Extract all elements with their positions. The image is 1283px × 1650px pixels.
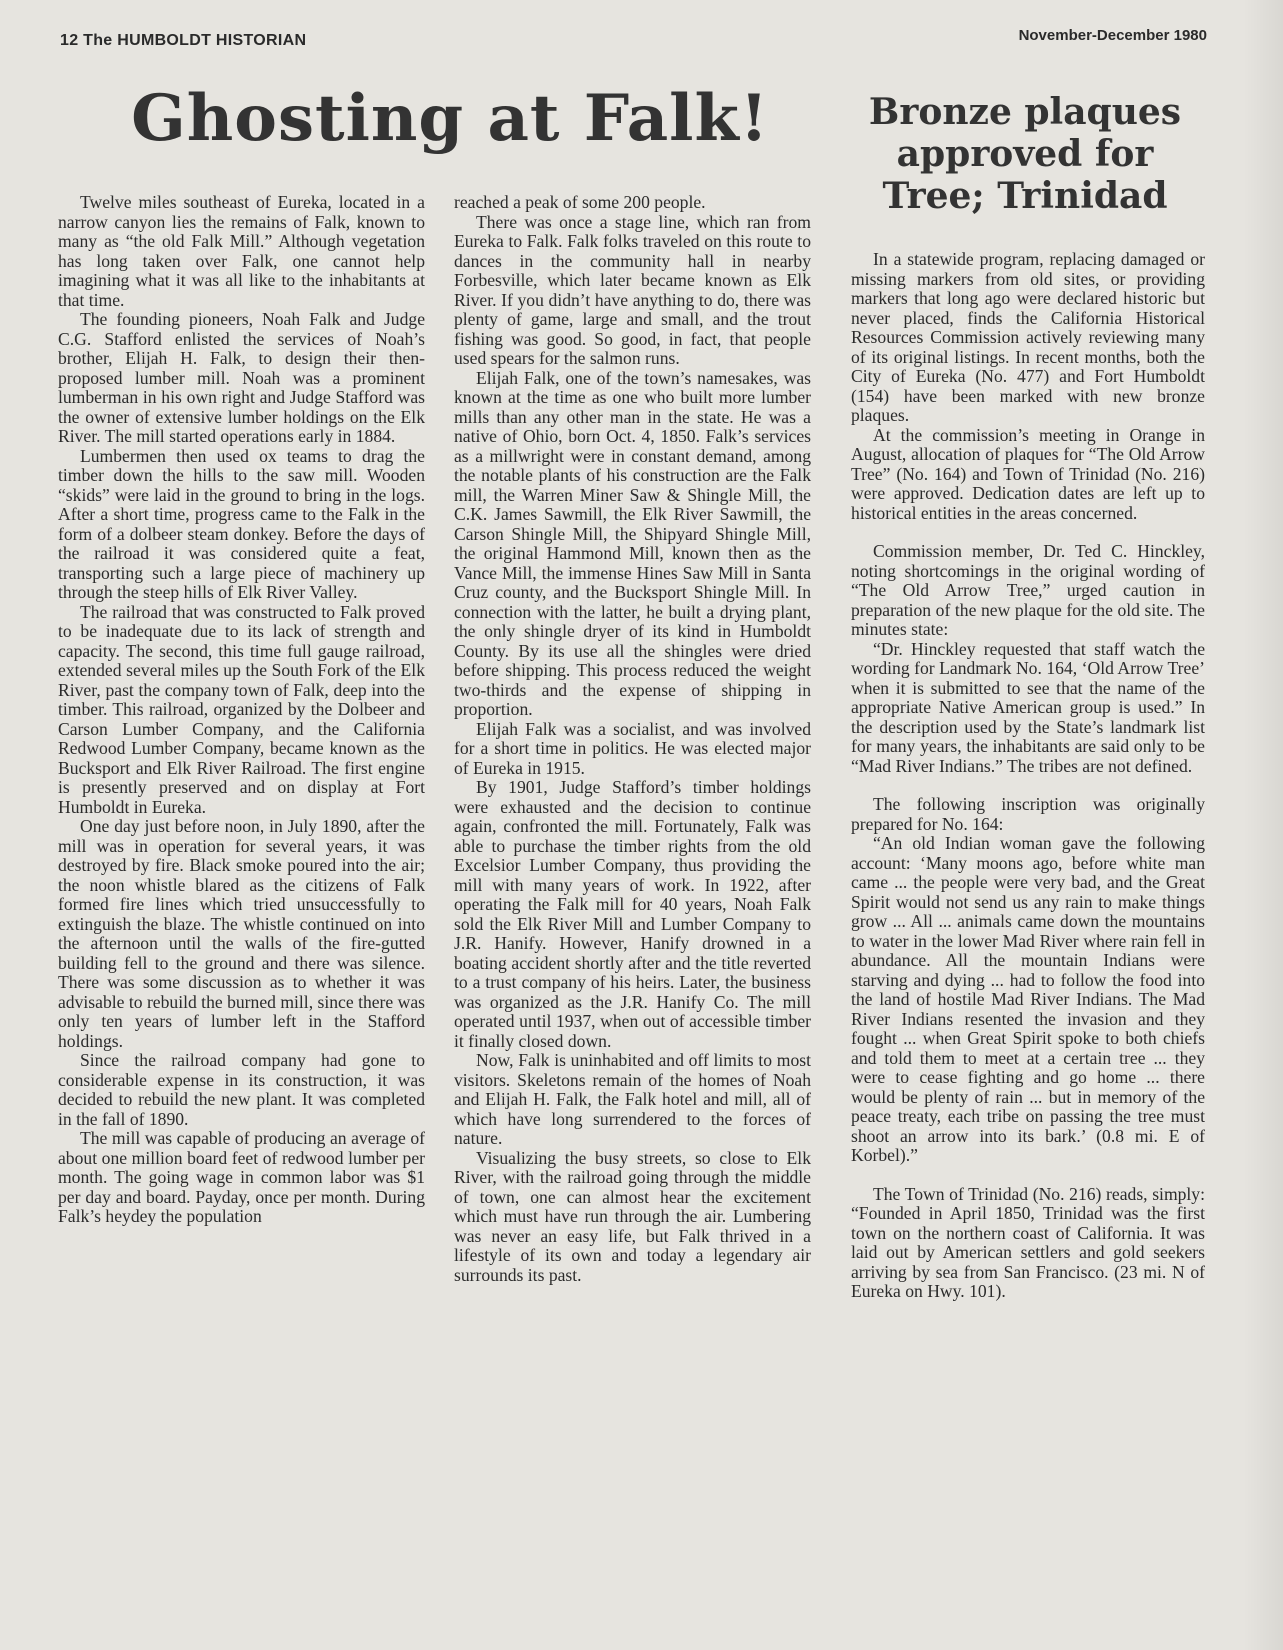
paragraph: The railroad that was constructed to Falk proved to be inadequate due to its lack of strength and capacity. The second, this time full gauge railroad, extended several miles up the South Fork of the Elk River, past the company town of Falk, deep into the timber. This railroad, organized by the Dolbeer and Carson Lumber Company, and the California Redwood Lumber Company, became known as the Bucksport and Elk River Railroad. The first engine is presently preserved and on display at Fort Humboldt in Eureka. (58, 601, 425, 817)
paragraph: “An old Indian woman gave the following account: ‘Many moons ago, before white man came ... the people were very bad, and the Great Spirit would not send us any rain to make things grow ... All ... animals came down the mountains to water in the lower Mad River where rain fell in abundance. All the mountain Indians were starving and dying ... had to follow the food into the land of hostile Mad River Indians. The Mad River Indians resented the invasion and they fought ... when Great Spirit spoke to both chiefs and told them to meet at a certain tree ... they were to cease fighting and go home ... there would be plenty of rain ... but in memory of the peace treaty, each tribe on passing the tree must shoot an arrow into its bark.’ (0.8 mi. E of Korbel).” (851, 833, 1205, 1165)
paragraph: Commission member, Dr. Ted C. Hinckley, noting shortcomings in the original wording of “The Old Arrow Tree,” urged caution in preparation of the new plaque for the old site. The minutes state: (851, 541, 1205, 639)
paragraph: The Town of Trinidad (No. 216) reads, simply: “Founded in April 1850, Trinidad was the first town on the northern coast of California. It was laid out by American settlers and gold seekers arriving by sea from San Francisco. (23 mi. N of Eureka on Hwy. 101). (851, 1183, 1205, 1301)
paragraph: At the commission’s meeting in Orange in August, allocation of plaques for “The Old Arrow Tree” (No. 164) and Town of Trinidad (No. 216) were approved. Dedication dates are left up to historical entities in the areas concerned. (851, 424, 1205, 523)
page-header-left: 12 The HUMBOLDT HISTORIAN (60, 32, 307, 49)
paragraph: Visualizing the busy streets, so close to Elk River, with the railroad going through the middle of town, one can almost hear the excitement which must have run through the air. Lumbering was never an easy life, but Falk thrived in a lifestyle of its own and today a legendary air surrounds its past. (454, 1147, 811, 1285)
paragraph: Since the railroad company had gone to considerable expense in its construction, it was decided to rebuild the new plant. It was completed in the fall of 1890. (58, 1050, 425, 1129)
paragraph: Now, Falk is uninhabited and off limits to most visitors. Skeletons remain of the homes of Noah and Elijah H. Falk, the Falk hotel and mill, all of which have long surrendered to the forces of nature. (454, 1050, 811, 1148)
paragraph: The mill was capable of producing an average of about one million board feet of redwood lumber per month. The going wage in common labor was $1 per day and board. Payday, once per month. During Falk’s heydey the population (58, 1128, 425, 1226)
sidebar-headline: Bronze plaques approved for Tree; Trinidad (868, 91, 1182, 217)
article-column-1 (58, 193, 425, 1227)
paragraph: reached a peak of some 200 people. (454, 192, 706, 212)
sidebar-article-column (851, 250, 1205, 1302)
article-headline: Ghosting at Falk! (131, 81, 769, 156)
paragraph: The following inscription was originally prepared for No. 164: (851, 794, 1205, 834)
paragraph: Elijah Falk, one of the town’s namesakes, was known at the time as one who built more lumber mills than any other man in the state. He was a native of Ohio, born Oct. 4, 1850. Falk’s services as a millwright were in constant demand, among the notable plants of his construction are the Falk mill, the Warren Miner Saw & Shingle Mill, the C.K. James Sawmill, the Elk River Sawmill, the Carson Shingle Mill, the Shipyard Shingle Mill, the original Hammond Mill, known then as the Vance Mill, the immense Hines Saw Mill in Santa Cruz county, and the Bucksport Shingle Mill. In connection with the latter, he built a drying plant, the only shingle dryer of its kind in Humboldt County. By its use all the shingles were dried before shipping. This process reduced the weight two-thirds and the expense of shipping in proportion. (454, 367, 811, 719)
paragraph: In a statewide program, replacing damaged or missing markers from old sites, or providing markers that long ago were declared historic but never placed, finds the California Historical Resources Commission actively reviewing many of its original listings. In recent months, both the City of Eureka (No. 477) and Fort Humboldt (154) have been marked with new bronze plaques. (851, 249, 1205, 425)
paragraph: The founding pioneers, Noah Falk and Judge C.G. Stafford enlisted the services of Noah’s brother, Elijah H. Falk, to design their then-proposed lumber mill. Noah was a prominent lumberman in his own right and Judge Stafford was the owner of extensive lumber holdings on the Elk River. The mill started operations early in 1884. (58, 309, 425, 446)
page-header-date: November-December 1980 (1018, 27, 1207, 44)
paragraph: “Dr. Hinckley requested that staff watch the wording for Landmark No. 164, ‘Old Arrow Tree’ when it is submitted to see that the name of the appropriate Native American group is used.” In the description used by the State’s landmark list for many years, the inhabitants are said only to be “Mad River Indians.” The tribes are not defined. (851, 638, 1205, 776)
paragraph: One day just before noon, in July 1890, after the mill was in operation for several years, it was destroyed by fire. Black smoke poured into the air; the noon whistle blared as the citizens of Falk formed fire lines which tried unsuccessfully to extinguish the blaze. The whistle continued on into the afternoon until the walls of the fire-gutted building fell to the ground and there was silence. There was some discussion as to whether it was advisable to rebuild the burned mill, since there was only ten years of lumber left in the Stafford holdings. (58, 816, 425, 1051)
paragraph: By 1901, Judge Stafford’s timber holdings were exhausted and the decision to continue again, confronted the mill. Fortunately, Falk was able to purchase the timber rights from the old Excelsior Lumber Company, thus providing the mill with many years of work. In 1922, after operating the Falk mill for 40 years, Noah Falk sold the Elk River Mill and Lumber Company to J.R. Hanify. However, Hanify drowned in a boating accident shortly after and the title reverted to a trust company of his heirs. Later, the business was organized as the J.R. Hanify Co. The mill operated until 1937, when out of accessible timber it finally closed down. (454, 777, 811, 1051)
paragraph: Twelve miles southeast of Eureka, located in a narrow canyon lies the remains of Falk, known to many as “the old Falk Mill.” Although vegetation has long taken over Falk, one cannot help imagining what it was all like to the inhabitants at that time. (58, 192, 425, 310)
page-edge-shadow (1243, 0, 1283, 1650)
paragraph: There was once a stage line, which ran from Eureka to Falk. Falk folks traveled on this route to dances in the community hall in nearby Forbesville, which later became known as Elk River. If you didn’t have anything to do, there was plenty of game, large and small, and the trout fishing was good. So good, in fact, that people used spears for the salmon runs. (454, 211, 811, 368)
paragraph: Lumbermen then used ox teams to drag the timber down the hills to the saw mill. Wooden “skids” were laid in the ground to bring in the logs. After a short time, progress came to the Falk in the form of a dolbeer steam donkey. Before the days of the railroad it was considered quite a feat, transporting such a large piece of machinery up through the steep hills of Elk River Valley. (58, 445, 425, 602)
paragraph: Elijah Falk was a socialist, and was involved for a short time in politics. He was elected major of Eureka in 1915. (454, 718, 811, 778)
article-column-2 (454, 193, 811, 1285)
